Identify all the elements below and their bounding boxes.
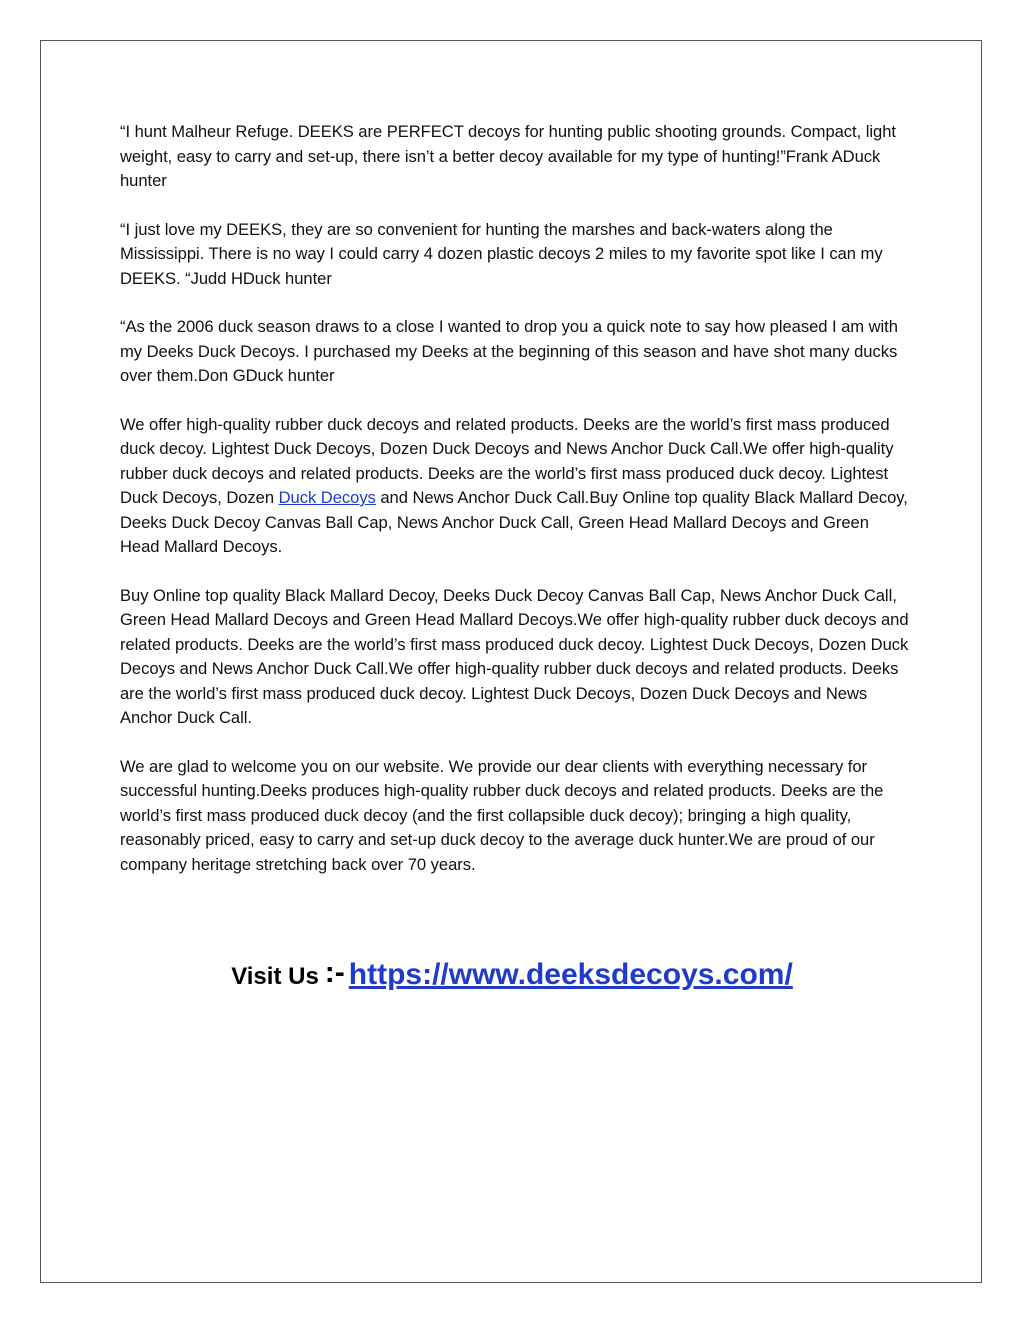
testimonial-judd: “I just love my DEEKS, they are so convenient for hunting the marshes and back-waters along the Mississippi. There is no way I could carry 4 dozen plastic decoys 2 miles to my favorite spot like I can my DEEKS. “Judd HDuck hunter: [120, 219, 883, 288]
duck-decoys-link[interactable]: Duck Decoys: [278, 488, 376, 507]
products-text-before-link: We offer high-quality rubber duck decoys and related products. Deeks are the world’s first mass produced duck decoy. Lightest Duck Decoys, Dozen Duck Decoys and News Anchor Duck Call.We offer high-quality rubber duck decoys and related products. Deeks are the world’s first mass produced duck decoy. Lightest Duck Decoys, Dozen: [120, 414, 894, 507]
visit-us-label: Visit Us: [231, 963, 319, 990]
testimonial-frank: “I hunt Malheur Refuge. DEEKS are PERFECT decoys for hunting public shooting grounds. Compact, light weight, easy to carry and set-up, there isn’t a better decoy available for my type of hunting!”Frank ADuck hunter: [120, 122, 896, 190]
visit-us-separator: :-: [324, 956, 345, 989]
visit-us-line: [0, 958, 1024, 992]
products-paragraph: [120, 413, 910, 560]
document-body: [120, 120, 910, 901]
website-url-link[interactable]: https://www.deeksdecoys.com/: [348, 958, 793, 991]
buy-online-paragraph: Buy Online top quality Black Mallard Decoy, Deeks Duck Decoy Canvas Ball Cap, News Anchor Duck Call, Green Head Mallard Decoys and Green Head Mallard Decoys.We offer high-quality rubber duck decoys and related products. Deeks are the world’s first mass produced duck decoy. Lightest Duck Decoys, Dozen Duck Decoys and News Anchor Duck Call.We offer high-quality rubber duck decoys and related products. Deeks are the world’s first mass produced duck decoy. Lightest Duck Decoys, Dozen Duck Decoys and News Anchor Duck Call.: [120, 585, 909, 727]
products-text-after-link: and News Anchor Duck Call.Buy Online top quality Black Mallard Decoy, Deeks Duck Decoy Canvas Ball Cap, News Anchor Duck Call, Green Head Mallard Decoys and Green Head Mallard Decoys.: [120, 488, 908, 556]
testimonial-don: “As the 2006 duck season draws to a close I wanted to drop you a quick note to say how pleased I am with my Deeks Duck Decoys. I purchased my Deeks at the beginning of this season and have shot many ducks over them.Don GDuck hunter: [120, 317, 898, 385]
welcome-paragraph: We are glad to welcome you on our website. We provide our dear clients with everything necessary for successful hunting.Deeks produces high-quality rubber duck decoys and related products. Deeks are the world’s first mass produced duck decoy (and the first collapsible duck decoy); bringing a high quality, reasonably priced, easy to carry and set-up duck decoy to the average duck hunter.We are proud of our company heritage stretching back over 70 years.: [120, 756, 884, 874]
